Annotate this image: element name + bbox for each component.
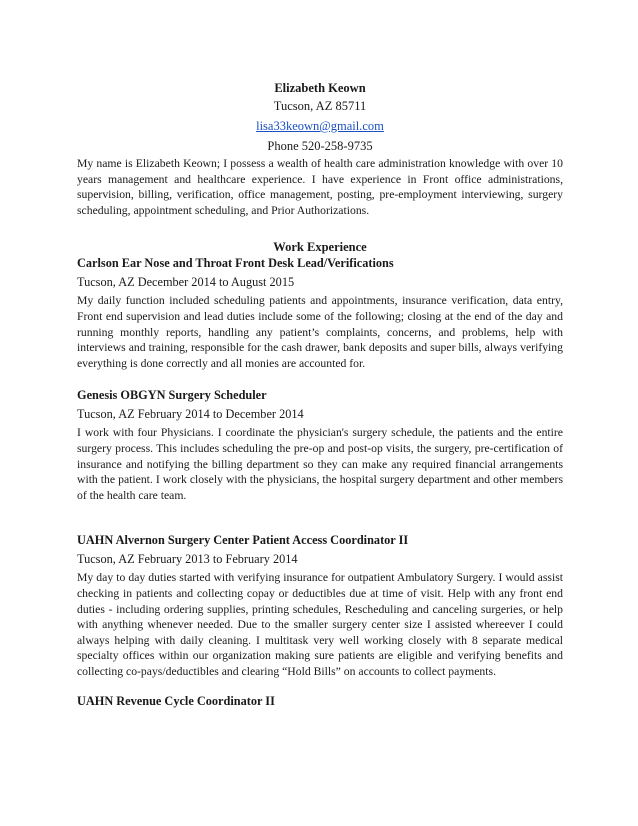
resume-page bbox=[77, 72, 563, 709]
job-title: Genesis OBGYN Surgery Scheduler bbox=[77, 388, 267, 403]
summary-paragraph: My name is Elizabeth Keown; I possess a wealth of health care administration knowledge with over 10 years management and healthcare experience. I have experience in Front office administrations, supervision, billing, verification, office management, posting, pre-employment interviewing, surgery scheduling, appointment scheduling, and Prior Authorizations. bbox=[77, 157, 563, 217]
candidate-phone: Phone 520-258-9735 bbox=[267, 139, 373, 153]
job-title: Carlson Ear Nose and Throat Front Desk Lead/Verifications bbox=[77, 256, 394, 271]
job-location-dates: Tucson, AZ February 2014 to December 2014 bbox=[77, 407, 304, 422]
candidate-email-line bbox=[77, 116, 563, 136]
job-entry bbox=[77, 387, 563, 503]
candidate-location: Tucson, AZ 85711 bbox=[273, 99, 367, 113]
job-description: My daily function included scheduling patients and appointments, insurance verification, data entry, Front end supervision and lead duties include some of the following; closing at the end of the day and running monthly reports, handling any patient’s complaints, concerns, and problems, help with interviews and training, responsible for the cash drawer, bank deposits and super bills, always verifying everything is done correctly and all monies are accounted for. bbox=[77, 294, 563, 370]
work-experience-heading: Work Experience bbox=[273, 240, 367, 255]
job-location-dates: Tucson, AZ February 2013 to February 2014 bbox=[77, 552, 298, 567]
job-entry bbox=[77, 693, 563, 709]
job-title: UAHN Revenue Cycle Coordinator II bbox=[77, 694, 275, 709]
job-location-dates: Tucson, AZ December 2014 to August 2015 bbox=[77, 275, 295, 290]
email-link[interactable]: lisa33keown@gmail.com bbox=[256, 119, 384, 133]
candidate-name: Elizabeth Keown bbox=[274, 81, 366, 95]
job-description: I work with four Physicians. I coordinate the physician's surgery schedule, the patients and the entire surgery process. This includes scheduling the pre-op and post-op visits, the surgery, pre-certification of insurance and notifying the billing department so they can make any required financial arrangements with the patient. I work closely with the physicians, the hospital surgery department and other members of the health care team. bbox=[77, 426, 563, 502]
job-description: My day to day duties started with verifying insurance for outpatient Ambulatory Surgery. I would assist checking in patients and collecting copay or deductibles due at time of visit. Help with any front end duties - including ordering supplies, printing schedules, Rescheduling and canceling surgeries, or help with anything whenever needed. Due to the smaller surgery center size I assisted whereever I could always helping with daily cleaning. I multitask very well working closely with 8 separate medical specialty offices within our organization making sure patients are eligible and verifying benefits and collecting co-pays/deductibles and clearing “Hold Bills” on accounts to collect payments. bbox=[77, 571, 563, 678]
job-entry bbox=[77, 532, 563, 679]
job-entry bbox=[77, 255, 563, 371]
job-title: UAHN Alvernon Surgery Center Patient Access Coordinator II bbox=[77, 533, 409, 548]
